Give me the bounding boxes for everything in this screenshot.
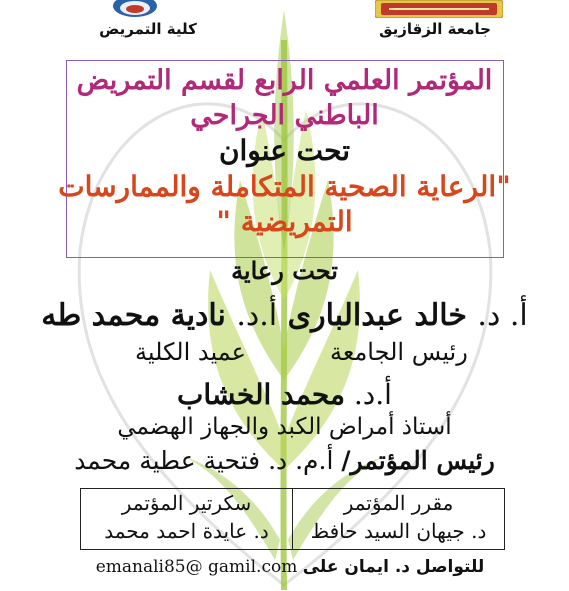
- patron1-name: خالد عبدالبارى: [287, 298, 467, 333]
- professor-prefix: أ.د.: [353, 378, 392, 411]
- chair-label: رئيس المؤتمر/: [341, 446, 495, 475]
- patron-roles: [0, 338, 569, 372]
- professor-title: أستاذ أمراض الكبد والجهاز الهضمي: [117, 414, 452, 440]
- conference-title-line1: المؤتمر العلمي الرابع لقسم التمريض: [76, 65, 493, 96]
- university-name: جامعة الزقازيق: [379, 20, 491, 38]
- faculty-logo: [110, 0, 160, 18]
- patron1-role: رئيس الجامعة: [330, 338, 468, 366]
- conference-theme-line2: التمريضية ": [216, 205, 353, 238]
- conference-title-line2: الباطني الجراحي: [190, 100, 379, 131]
- patron2-role: عميد الكلية: [135, 338, 246, 366]
- professor-line: [0, 378, 569, 411]
- rapporteur-title: مقرر المؤتمر: [343, 491, 454, 515]
- faculty-name: كلية التمريض: [99, 20, 197, 38]
- rapporteur-cell: [292, 489, 504, 549]
- contact-label: للتواصل د. ايمان على: [302, 557, 485, 577]
- professor-name: محمد الخشاب: [177, 378, 345, 411]
- officers-table: [80, 488, 505, 550]
- university-logo: [375, 0, 503, 18]
- chair-name: أ.م. د. فتحية عطية محمد: [74, 446, 334, 475]
- patron1-prefix: أ. د.: [477, 298, 528, 333]
- patron2-name: نادية محمد طه: [41, 298, 226, 333]
- secretary-title: سكرتير المؤتمر: [121, 491, 252, 515]
- contact-line: [80, 557, 500, 577]
- rapporteur-name: د. جيهان السيد حافظ: [310, 519, 487, 543]
- secretary-cell: [81, 489, 292, 549]
- patronage-heading: تحت رعاية: [231, 256, 338, 285]
- under-title-heading: تحت عنوان: [218, 134, 351, 167]
- secretary-name: د. عايدة احمد محمد: [104, 519, 269, 543]
- contact-email[interactable]: emanali85@ gamil.com: [95, 557, 298, 577]
- conference-theme-line1: "الرعاية الصحية المتكاملة والممارسات: [58, 170, 511, 203]
- conference-chair-line: [0, 446, 569, 475]
- patron-names: [0, 296, 569, 336]
- patron2-prefix: أ.د.: [236, 298, 278, 333]
